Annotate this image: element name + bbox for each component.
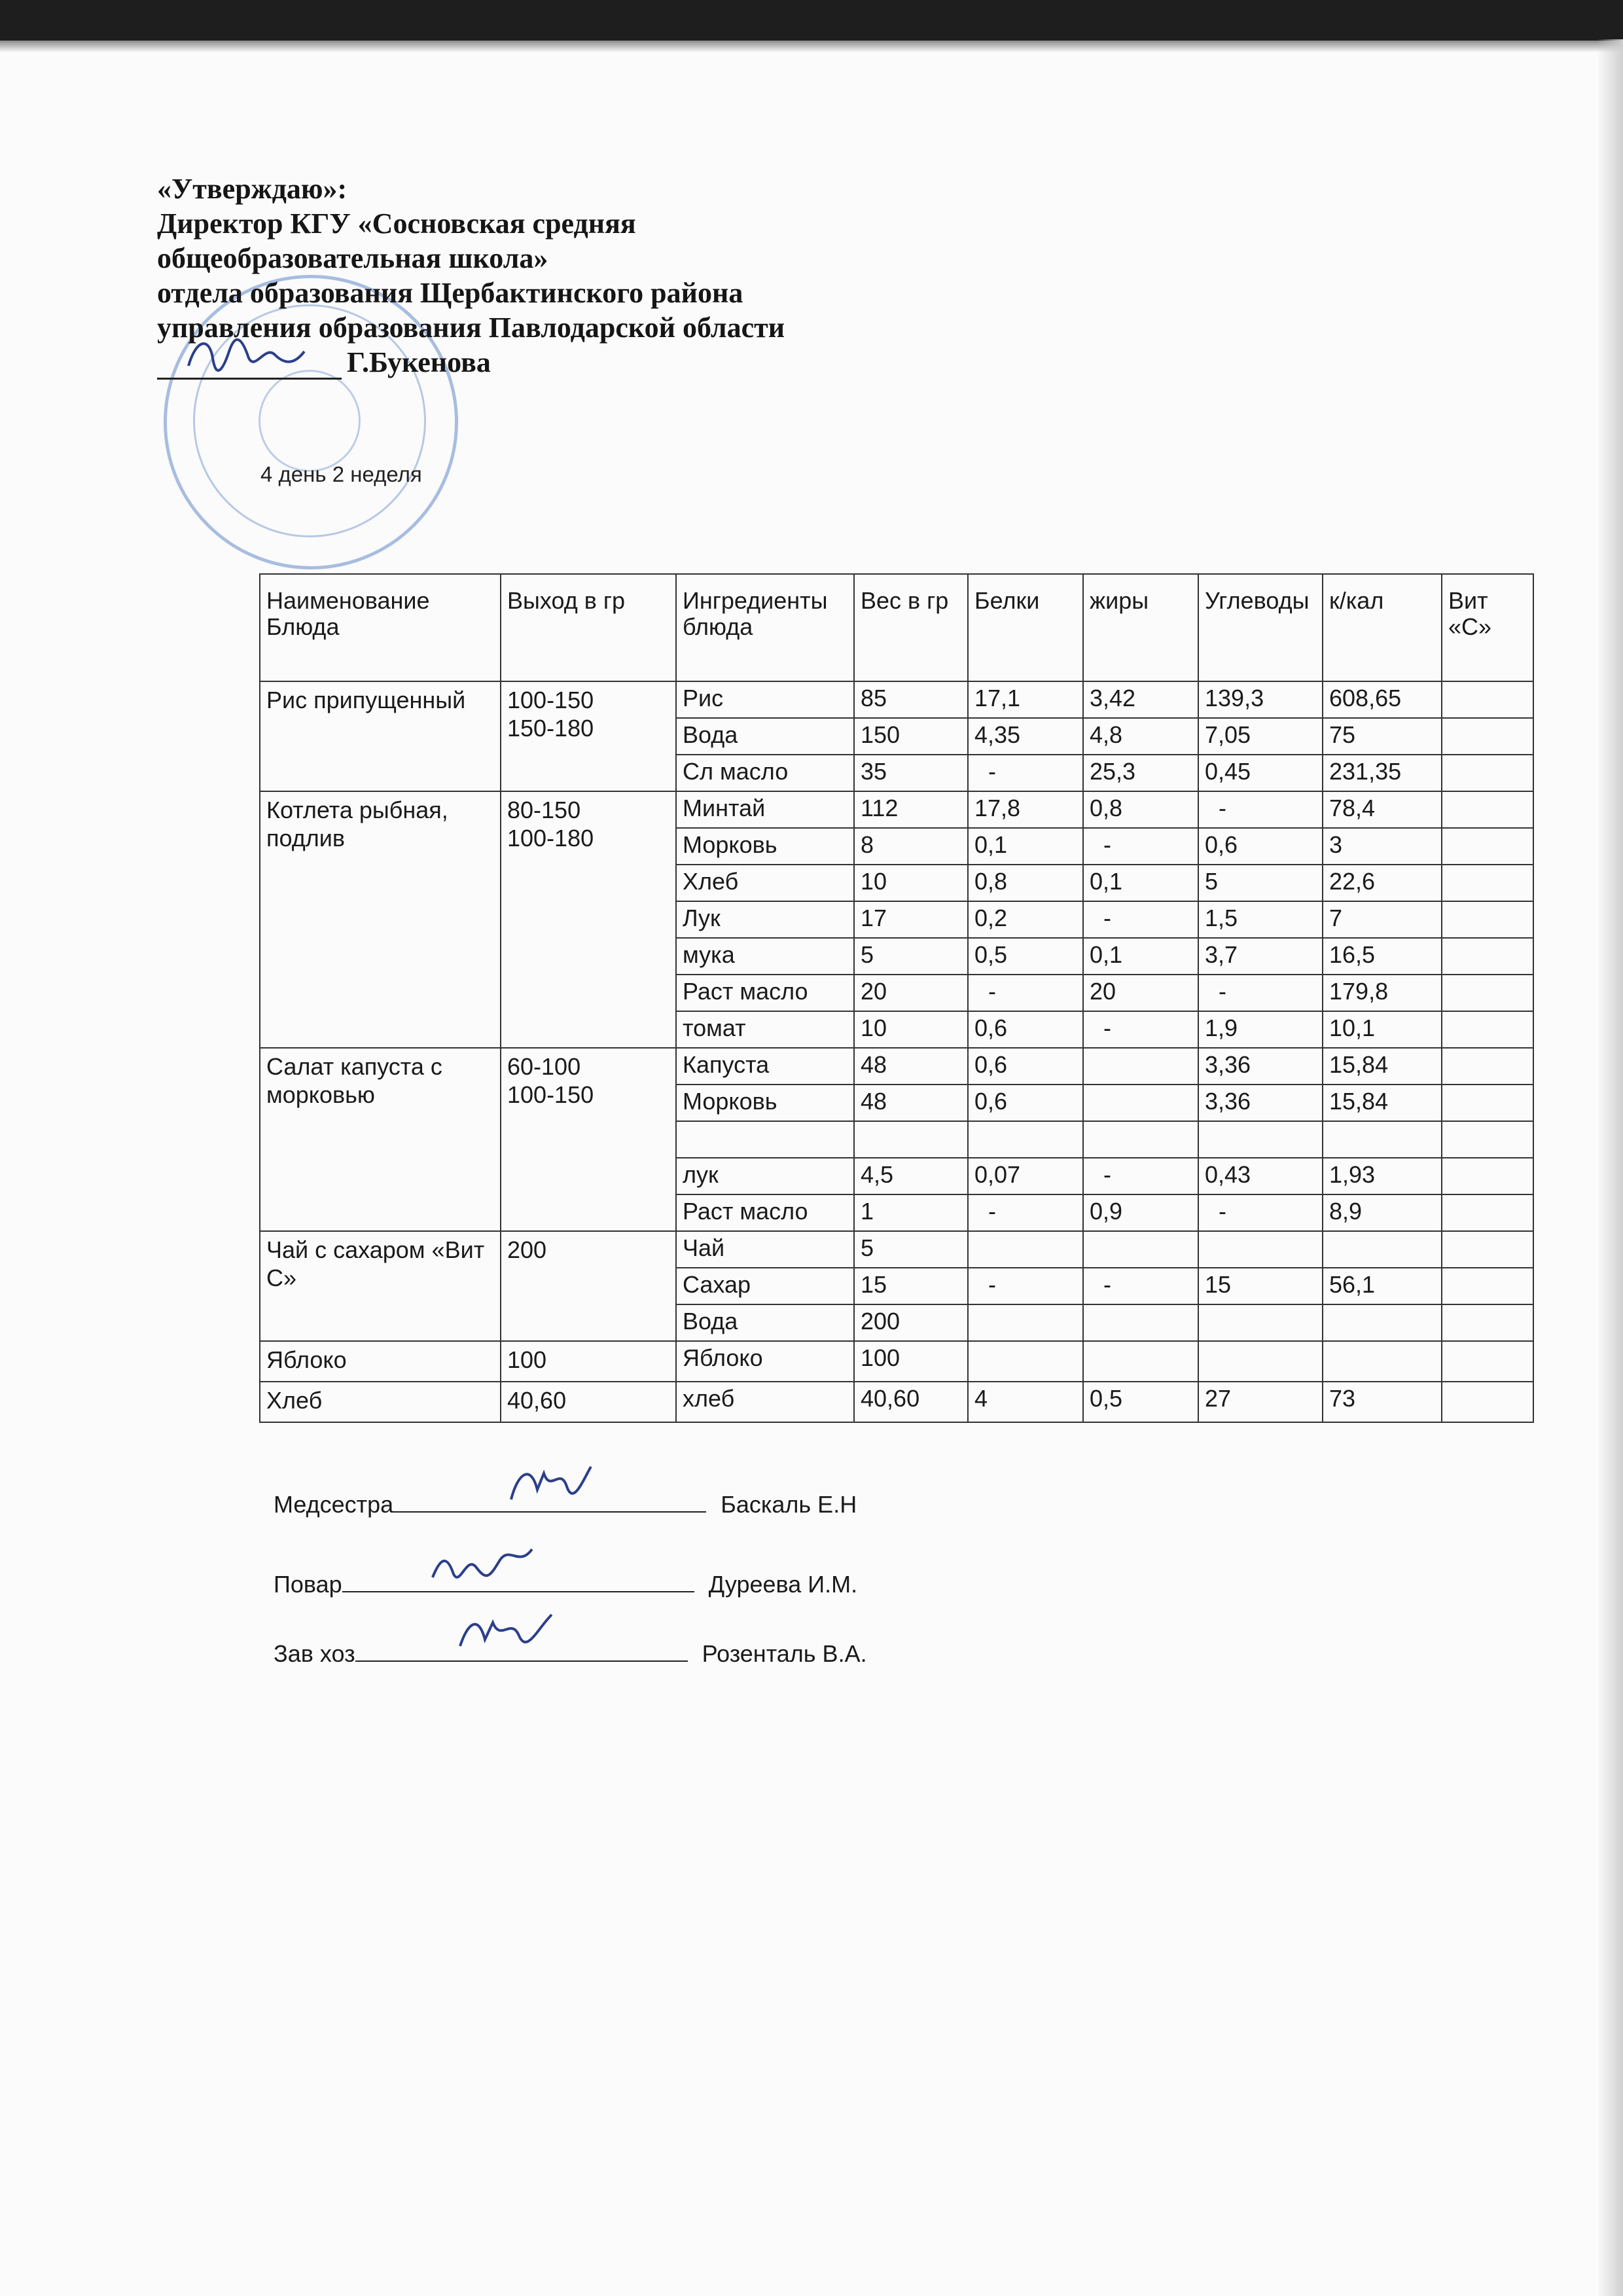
fats-cell [1083,1085,1198,1121]
proteins-cell: - [968,975,1083,1011]
kcal-cell: 78,4 [1323,791,1442,828]
carbs-cell [1198,1341,1323,1382]
signature-blank [393,1492,706,1513]
kcal-cell: 608,65 [1323,681,1442,718]
cook-signature [427,1541,539,1594]
weight-cell: 112 [854,791,968,828]
carbs-cell: 1,5 [1198,901,1323,938]
proteins-cell [968,1121,1083,1158]
dish-output-cell [501,791,676,1048]
kcal-cell: 22,6 [1323,865,1442,901]
vitamin-c-cell [1442,1158,1533,1194]
weight-cell: 5 [854,1231,968,1268]
menu-table-body [260,681,1533,1422]
weight-cell: 10 [854,865,968,901]
kcal-cell: 56,1 [1323,1268,1442,1304]
ingredient-cell: Минтай [676,791,854,828]
dish-name-cell: Рис припущенный [260,681,501,791]
weight-cell: 100 [854,1341,968,1382]
approval-signer: Г.Букенова [347,346,491,378]
approval-line-1: «Утверждаю»: [157,173,348,205]
vitamin-c-cell [1442,828,1533,865]
dish-output-value: 100-150 [507,687,594,713]
carbs-cell: 7,05 [1198,718,1323,755]
fats-cell: - [1083,828,1198,865]
header-output: Выход в гр [501,574,676,681]
vitamin-c-cell [1442,1268,1533,1304]
weight-cell: 4,5 [854,1158,968,1194]
approval-line-4: отдела образования Щербактинского района [157,277,743,309]
fats-cell [1083,1304,1198,1341]
vitamin-c-cell [1442,791,1533,828]
ingredient-cell: Хлеб [676,865,854,901]
fats-cell: 0,8 [1083,791,1198,828]
fats-cell: 4,8 [1083,718,1198,755]
fats-cell: 0,1 [1083,938,1198,975]
dish-output-cell [501,1048,676,1231]
proteins-cell: 0,6 [968,1048,1083,1085]
weight-cell [854,1121,968,1158]
menu-table [259,573,1534,1423]
carbs-cell [1198,1121,1323,1158]
vitamin-c-cell [1442,681,1533,718]
signature-blank [355,1641,688,1662]
proteins-cell: 4 [968,1382,1083,1422]
header-proteins: Белки [968,574,1083,681]
weight-cell: 150 [854,718,968,755]
carbs-cell: 15 [1198,1268,1323,1304]
approval-line-5: управления образования Павлодарской области [157,312,785,344]
proteins-cell: - [968,755,1083,791]
kcal-cell: 231,35 [1323,755,1442,791]
signature-row-supply [274,1640,867,1668]
vitamin-c-cell [1442,755,1533,791]
ingredient-cell: Сл масло [676,755,854,791]
fats-cell [1083,1231,1198,1268]
table-row [260,681,1533,718]
header-ingredients: Ингредиенты блюда [676,574,854,681]
proteins-cell [968,1231,1083,1268]
dish-output-value: 150-180 [507,715,594,742]
kcal-cell: 15,84 [1323,1048,1442,1085]
fats-cell: - [1083,1268,1198,1304]
signature-role: Зав хоз [274,1640,355,1667]
fats-cell [1083,1341,1198,1382]
ingredient-cell: Раст масло [676,975,854,1011]
dish-name-cell: Чай с сахаром «Вит С» [260,1231,501,1341]
header-fats: жиры [1083,574,1198,681]
ingredient-cell: Лук [676,901,854,938]
fats-cell: 20 [1083,975,1198,1011]
signature-name: Розенталь В.А. [702,1640,867,1667]
carbs-cell: 3,7 [1198,938,1323,975]
weight-cell: 5 [854,938,968,975]
approval-block [157,171,785,380]
scan-border-top [0,0,1623,41]
table-row [260,791,1533,828]
fats-cell: 0,5 [1083,1382,1198,1422]
signature-role: Повар [274,1571,342,1598]
dish-output-value: 100 [507,1346,547,1373]
proteins-cell: 0,5 [968,938,1083,975]
vitamin-c-cell [1442,1341,1533,1382]
ingredient-cell: Морковь [676,828,854,865]
fats-cell: 25,3 [1083,755,1198,791]
weight-cell: 40,60 [854,1382,968,1422]
header-carbs: Углеводы [1198,574,1323,681]
carbs-cell: - [1198,1194,1323,1231]
carbs-cell: 27 [1198,1382,1323,1422]
ingredient-cell: Чай [676,1231,854,1268]
dish-name-cell: Котлета рыбная, подлив [260,791,501,1048]
ingredient-cell: томат [676,1011,854,1048]
kcal-cell [1323,1121,1442,1158]
kcal-cell [1323,1231,1442,1268]
fats-cell [1083,1121,1198,1158]
dish-output-value: 100-180 [507,825,594,852]
table-row [260,1231,1533,1268]
ingredient-cell: Раст масло [676,1194,854,1231]
carbs-cell: 0,43 [1198,1158,1323,1194]
vitamin-c-cell [1442,1194,1533,1231]
header-dish-name: Наименование Блюда [260,574,501,681]
vitamin-c-cell [1442,901,1533,938]
carbs-cell: - [1198,975,1323,1011]
ingredient-cell: Рис [676,681,854,718]
vitamin-c-cell [1442,938,1533,975]
dish-name-cell: Салат капуста с морковью [260,1048,501,1231]
carbs-cell: 3,36 [1198,1085,1323,1121]
table-row [260,1341,1533,1382]
table-header-row [260,574,1533,681]
vitamin-c-cell [1442,975,1533,1011]
carbs-cell: 139,3 [1198,681,1323,718]
vitamin-c-cell [1442,865,1533,901]
weight-cell: 17 [854,901,968,938]
table-row [260,1382,1533,1422]
proteins-cell: 0,6 [968,1085,1083,1121]
fats-cell [1083,1048,1198,1085]
carbs-cell: 0,6 [1198,828,1323,865]
proteins-cell: 0,6 [968,1011,1083,1048]
signature-name: Дуреева И.М. [708,1571,858,1598]
weight-cell: 8 [854,828,968,865]
ingredient-cell: Капуста [676,1048,854,1085]
ingredient-cell: Вода [676,1304,854,1341]
fats-cell: - [1083,1158,1198,1194]
table-row [260,1048,1533,1085]
proteins-cell: 0,07 [968,1158,1083,1194]
director-signature [183,332,308,378]
signature-blank [342,1571,694,1592]
kcal-cell: 3 [1323,828,1442,865]
weight-cell: 48 [854,1048,968,1085]
signature-role: Медсестра [274,1491,394,1518]
proteins-cell: 4,35 [968,718,1083,755]
dish-output-value: 100-150 [507,1081,594,1108]
kcal-cell: 179,8 [1323,975,1442,1011]
ingredient-cell [676,1121,854,1158]
weight-cell: 1 [854,1194,968,1231]
approval-line-3: общеобразовательная школа» [157,242,548,274]
signature-line [157,351,342,380]
dish-name-cell: Хлеб [260,1382,501,1422]
ingredient-cell: Морковь [676,1085,854,1121]
dish-output-value: 60-100 [507,1053,581,1080]
approval-signer-row [157,345,785,380]
carbs-cell: 1,9 [1198,1011,1323,1048]
proteins-cell: 0,8 [968,865,1083,901]
kcal-cell: 16,5 [1323,938,1442,975]
vitamin-c-cell [1442,1121,1533,1158]
vitamin-c-cell [1442,1085,1533,1121]
kcal-cell: 10,1 [1323,1011,1442,1048]
vitamin-c-cell [1442,1231,1533,1268]
dish-output-value: 80-150 [507,797,581,823]
fats-cell: 0,1 [1083,865,1198,901]
ingredient-cell: Вода [676,718,854,755]
kcal-cell: 15,84 [1323,1085,1442,1121]
weight-cell: 20 [854,975,968,1011]
signature-row-nurse [274,1491,857,1518]
weight-cell: 15 [854,1268,968,1304]
vitamin-c-cell [1442,1011,1533,1048]
ingredient-cell: мука [676,938,854,975]
supply-manager-signature [454,1608,558,1660]
proteins-cell: 0,1 [968,828,1083,865]
proteins-cell [968,1341,1083,1382]
vitamin-c-cell [1442,1382,1533,1422]
ingredient-cell: лук [676,1158,854,1194]
nurse-signature [505,1460,596,1513]
approval-line-2: Директор КГУ «Сосновская средняя [157,207,636,240]
kcal-cell: 73 [1323,1382,1442,1422]
kcal-cell: 75 [1323,718,1442,755]
carbs-cell: 3,36 [1198,1048,1323,1085]
proteins-cell [968,1304,1083,1341]
proteins-cell: 0,2 [968,901,1083,938]
ingredient-cell: Сахар [676,1268,854,1304]
weight-cell: 200 [854,1304,968,1341]
dish-output-cell [501,1382,676,1422]
dish-output-value: 40,60 [507,1387,567,1414]
proteins-cell: 17,1 [968,681,1083,718]
kcal-cell: 8,9 [1323,1194,1442,1231]
carbs-cell [1198,1304,1323,1341]
header-vitamin-c: Вит «С» [1442,574,1533,681]
fats-cell: 3,42 [1083,681,1198,718]
kcal-cell [1323,1341,1442,1382]
day-caption: 4 день 2 неделя [260,462,422,486]
dish-name-cell: Яблоко [260,1341,501,1382]
dish-output-value: 200 [507,1236,547,1263]
dish-output-cell [501,681,676,791]
weight-cell: 10 [854,1011,968,1048]
kcal-cell: 7 [1323,901,1442,938]
fats-cell: - [1083,901,1198,938]
proteins-cell: - [968,1194,1083,1231]
fats-cell: 0,9 [1083,1194,1198,1231]
kcal-cell: 1,93 [1323,1158,1442,1194]
signature-name: Баскаль Е.Н [721,1491,857,1518]
weight-cell: 48 [854,1085,968,1121]
vitamin-c-cell [1442,1048,1533,1085]
ingredient-cell: хлеб [676,1382,854,1422]
header-kcal: к/кал [1323,574,1442,681]
vitamin-c-cell [1442,1304,1533,1341]
carbs-cell: - [1198,791,1323,828]
proteins-cell: - [968,1268,1083,1304]
carbs-cell: 5 [1198,865,1323,901]
fats-cell: - [1083,1011,1198,1048]
ingredient-cell: Яблоко [676,1341,854,1382]
weight-cell: 35 [854,755,968,791]
weight-cell: 85 [854,681,968,718]
scan-shadow-right [1597,39,1623,2296]
kcal-cell [1323,1304,1442,1341]
vitamin-c-cell [1442,718,1533,755]
signature-row-cook [274,1571,857,1598]
carbs-cell [1198,1231,1323,1268]
dish-output-cell [501,1231,676,1341]
dish-output-cell [501,1341,676,1382]
proteins-cell: 17,8 [968,791,1083,828]
header-weight: Вес в гр [854,574,968,681]
carbs-cell: 0,45 [1198,755,1323,791]
